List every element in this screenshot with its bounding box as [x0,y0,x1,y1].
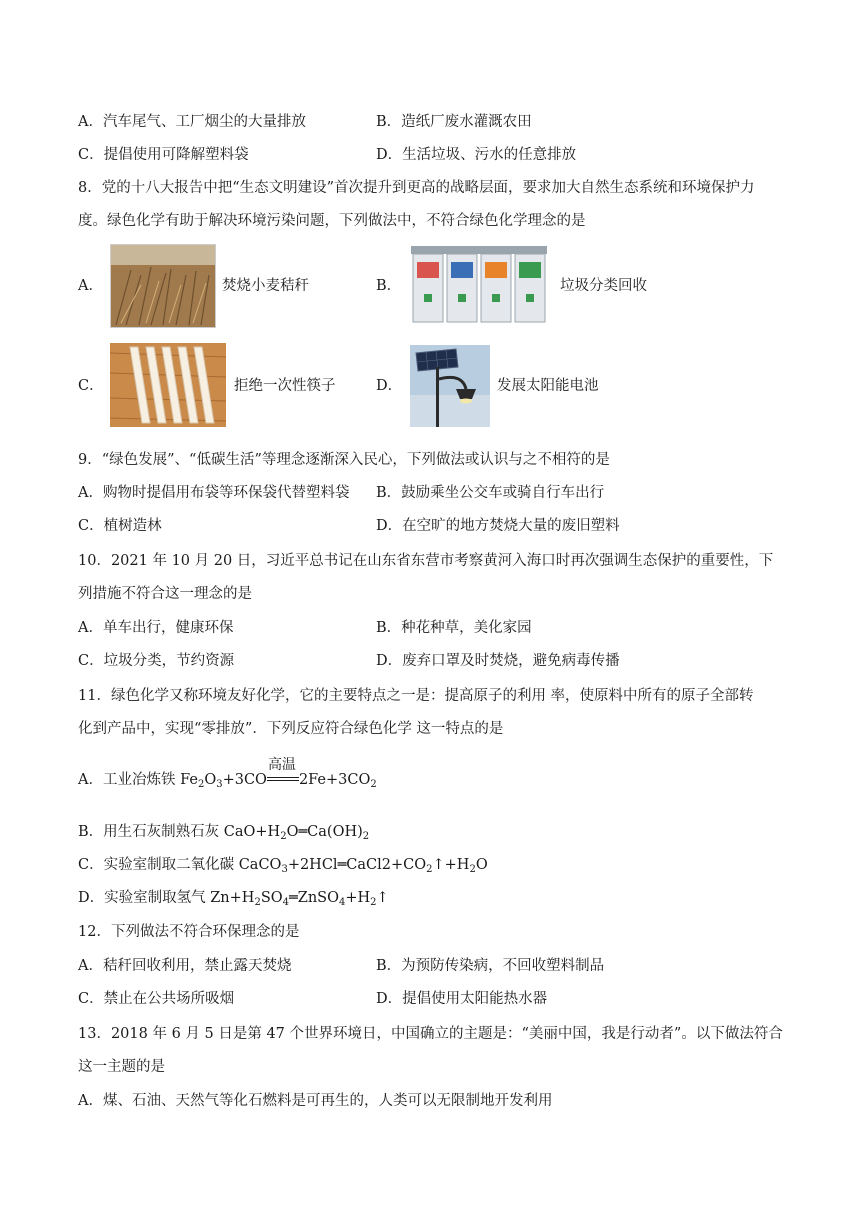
q12-option-a: A．秸秆回收利用，禁止露天焚烧 [78,958,292,974]
q10-option-d: D．废弃口罩及时焚烧，避免病毒传播 [376,653,620,669]
q11-option-d-prefix: D．实验室制取氢气 Zn+H [78,890,255,906]
q7-option-a: A．汽车尾气、工厂烟尘的大量排放 [78,114,306,130]
q8-option-b-letter: B． [376,278,402,294]
q8-option-a-text: 焚烧小麦秸秆 [222,278,309,294]
q7-option-b: B．造纸厂废水灌溉农田 [376,114,532,130]
q8-option-c-text: 拒绝一次性筷子 [234,378,336,394]
q10-stem-line2: 列措施不符合这一理念的是 [78,586,252,602]
recycling-bins-photo [405,242,553,328]
q9-stem: 9．“绿色发展”、“低碳生活”等理念逐渐深入民心，下列做法或认识与之不相符的是 [78,452,610,468]
q10-option-a: A．单车出行，健康环保 [78,620,234,636]
q13-stem-line2: 这一主题的是 [78,1059,165,1075]
q13-stem-line1: 13．2018 年 6 月 5 日是第 47 个世界环境日，中国确立的主题是：“美丽中国，我是行动者”。以下做法符合 [78,1026,783,1042]
q7-option-c: C．提倡使用可降解塑料袋 [78,147,249,163]
q8-stem-line1: 8．党的十八大报告中把“生态文明建设”首次提升到更高的战略层面，要求加大自然生态系统和环境保护力 [78,180,755,196]
q12-option-b: B．为预防传染病，不回收塑料制品 [376,958,605,974]
q13-option-a: A．煤、石油、天然气等化石燃料是可再生的，人类可以无限制地开发利用 [78,1093,553,1109]
q10-stem-line1: 10．2021 年 10 月 20 日，习近平总书记在山东省东营市考察黄河入海口时再次强调生态保护的重要性，下 [78,553,774,569]
subscript: 2 [370,779,377,790]
q11-option-c: C．实验室制取二氧化碳 $CaCO_3+2HCl═CaCl2+CO_2↑+H_2O$ [78,857,488,875]
subscript: 2 [254,897,261,908]
q8-option-a-letter: A． [78,278,103,294]
solar-street-lamp-photo [410,345,490,427]
q8-option-c-letter: C． [78,378,104,394]
subscript: 4 [282,897,290,908]
equals-double-line [267,777,299,781]
q9-option-c: C．植树造林 [78,518,162,534]
chopsticks-photo [110,343,226,427]
q8-option-d-text: 发展太阳能电池 [497,378,599,394]
q9-option-d: D．在空旷的地方焚烧大量的废旧塑料 [376,518,620,534]
wheat-straw-photo [110,244,216,328]
q11-option-a: A．工业冶炼铁 $Fe_2O_3+3CO$ 高温 $2Fe+3CO_2$ [78,757,377,790]
subscript: 2 [362,831,370,842]
subscript: 3 [216,779,223,790]
q11-stem-line2: 化到产品中，实现“零排放”．下列反应符合绿色化学 这一特点的是 [78,721,504,737]
q11-option-b: B．用生石灰制熟石灰 $CaO+H_2O═Ca(OH)_2$ [78,824,370,842]
q12-stem: 12．下列做法不符合环保理念的是 [78,924,300,940]
subscript: 2 [197,779,205,790]
q7-option-d: D．生活垃圾、污水的任意排放 [376,147,577,163]
subscript: 2 [280,831,287,842]
subscript: 2 [426,864,433,875]
q9-option-b: B．鼓励乘坐公交车或骑自行车出行 [376,485,605,501]
subscript: 3 [281,864,288,875]
q10-option-c: C．垃圾分类，节约资源 [78,653,235,669]
q12-option-d: D．提倡使用太阳能热水器 [376,991,548,1007]
subscript: 2 [370,897,377,908]
q11-stem-line1: 11．绿色化学又称环境友好化学，它的主要特点之一是：提高原子的利用 率，使原料中所有的原子全部转 [78,688,754,704]
subscript: 2 [469,864,476,875]
subscript: 4 [339,897,346,908]
q8-stem-line2: 度。绿色化学有助于解决环境污染问题，下列做法中，不符合绿色化学理念的是 [78,213,586,229]
reaction-condition-label: 高温 [267,757,296,773]
q11-option-c-prefix: C．实验室制取二氧化碳 CaCO [78,857,282,873]
q10-option-b: B．种花种草，美化家园 [376,620,532,636]
q12-option-c: C．禁止在公共场所吸烟 [78,991,235,1007]
q11-option-d: D．实验室制取氢气 $Zn+H_2SO_4═ZnSO_4+H_2↑$ [78,890,389,908]
q11-option-a-prefix: A．工业冶炼铁 Fe [78,772,198,788]
q8-option-b-text: 垃圾分类回收 [560,278,647,294]
q11-option-b-prefix: B．用生石灰制熟石灰 CaO+H [78,824,281,840]
reaction-condition [267,757,299,790]
q8-option-d-letter: D． [376,378,403,394]
q9-option-a: A．购物时提倡用布袋等环保袋代替塑料袋 [78,485,350,501]
